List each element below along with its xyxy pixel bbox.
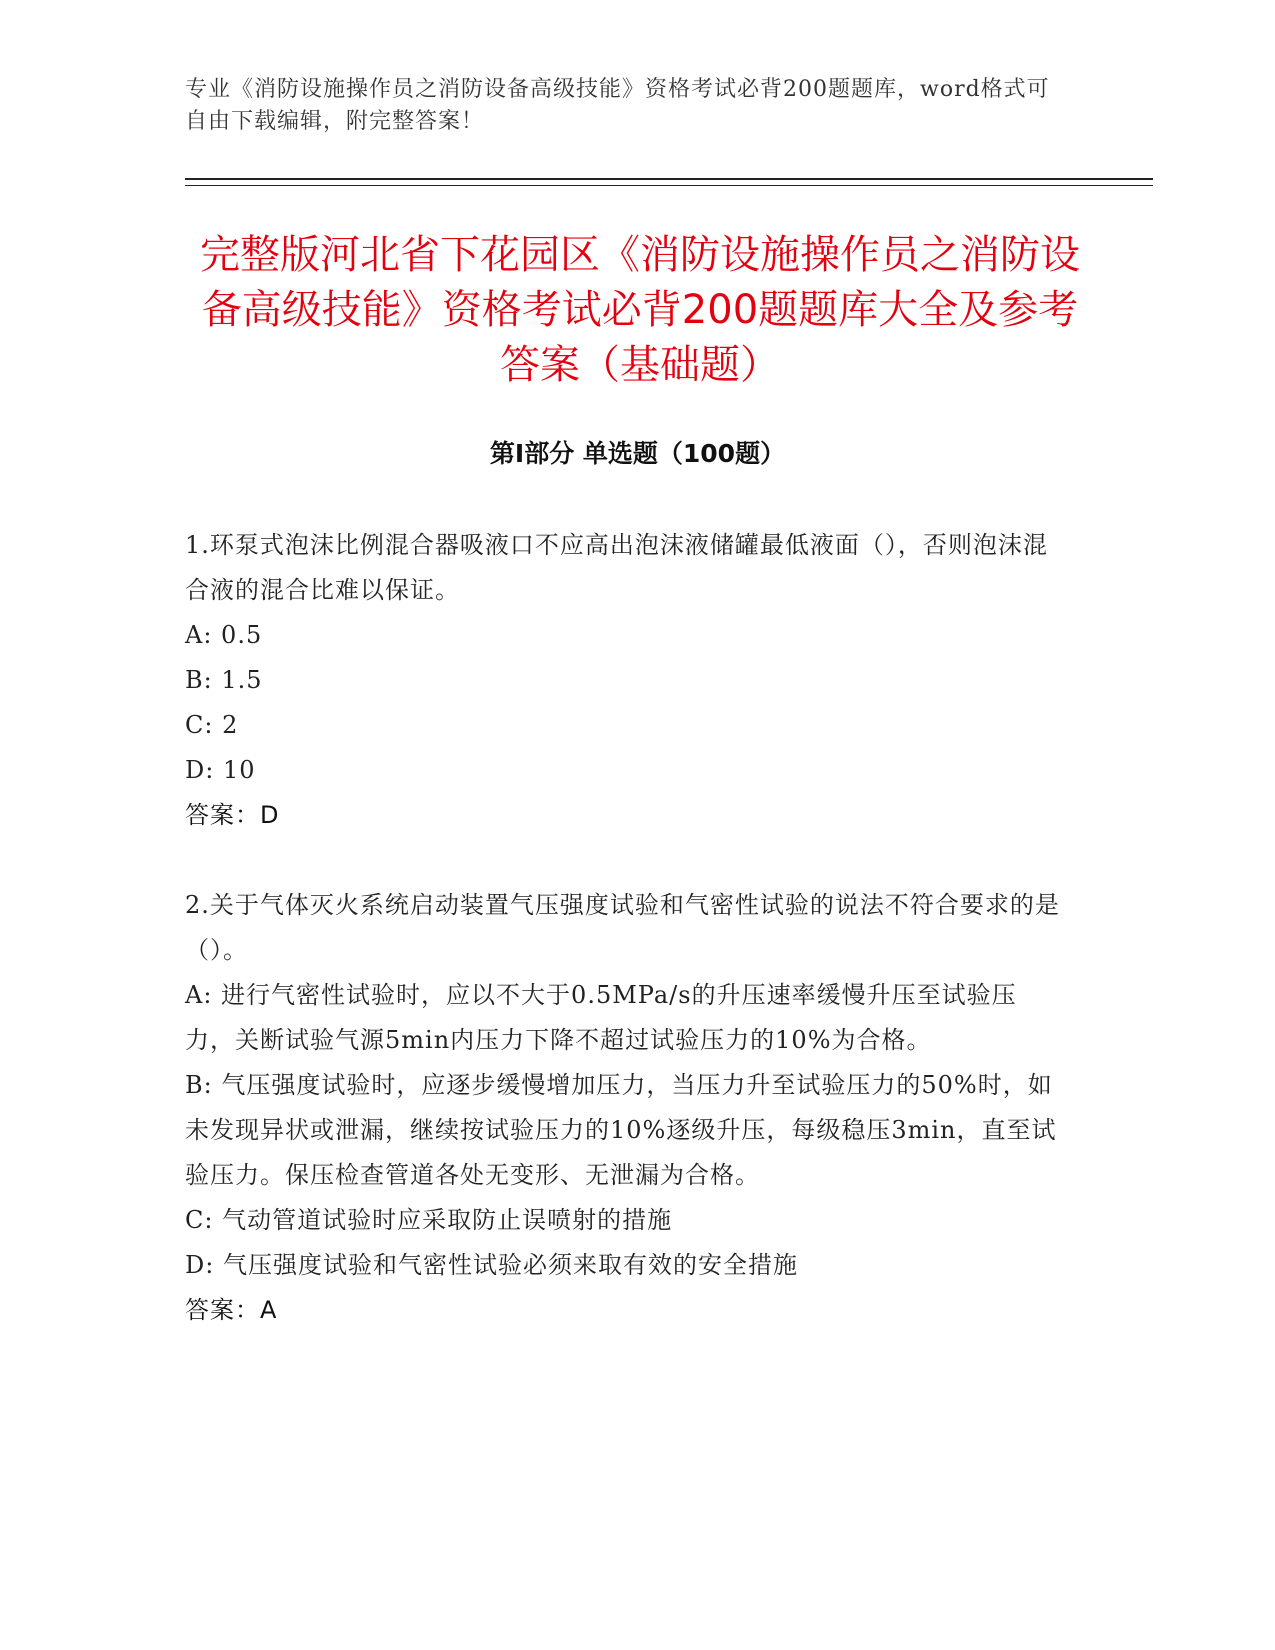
option-b: B: 1.5 [185,666,263,694]
answer: 答案：A [185,1296,278,1324]
section-title: 第I部分 单选题（100题） [489,439,786,468]
question-2 [185,883,1065,1333]
question-1 [185,523,1065,838]
question-stem: 1.环泵式泡沫比例混合器吸液口不应高出泡沫液储罐最低液面（），否则泡沫混合液的混合比难以保证。 [185,531,1048,604]
header-divider-thick [185,178,1153,180]
document-title: 完整版河北省下花园区《消防设施操作员之消防设备高级技能》资格考试必背200题题库大全及参考答案（基础题） [200,232,1080,388]
option-a: A: 0.5 [185,621,263,649]
answer: 答案：D [185,801,280,829]
option-c: C: 气动管道试验时应采取防止误喷射的措施 [185,1206,673,1234]
option-a: A: 进行气密性试验时，应以不大于0.5MPa/s的升压速率缓慢升压至试验压力，关断试验气源5min内压力下降不超过试验压力的10%为合格。 [185,981,1017,1054]
option-b: B: 气压强度试验时，应逐步缓慢增加压力，当压力升至试验压力的50%时，如未发现异状或泄漏，继续按试验压力的10%逐级升压，每级稳压3min，直至试验压力。保压检查管道各处无变形、无泄漏为合格。 [185,1071,1057,1189]
option-c: C: 2 [185,711,239,739]
header-divider-thin [185,185,1153,186]
question-stem: 2.关于气体灭火系统启动装置气压强度试验和气密性试验的说法不符合要求的是（）。 [185,891,1060,964]
option-d: D: 气压强度试验和气密性试验必须来取有效的安全措施 [185,1251,798,1279]
option-d: D: 10 [185,756,256,784]
header-note: 专业《消防设施操作员之消防设备高级技能》资格考试必背200题题库，word格式可自由下载编辑，附完整答案！ [185,77,1050,134]
